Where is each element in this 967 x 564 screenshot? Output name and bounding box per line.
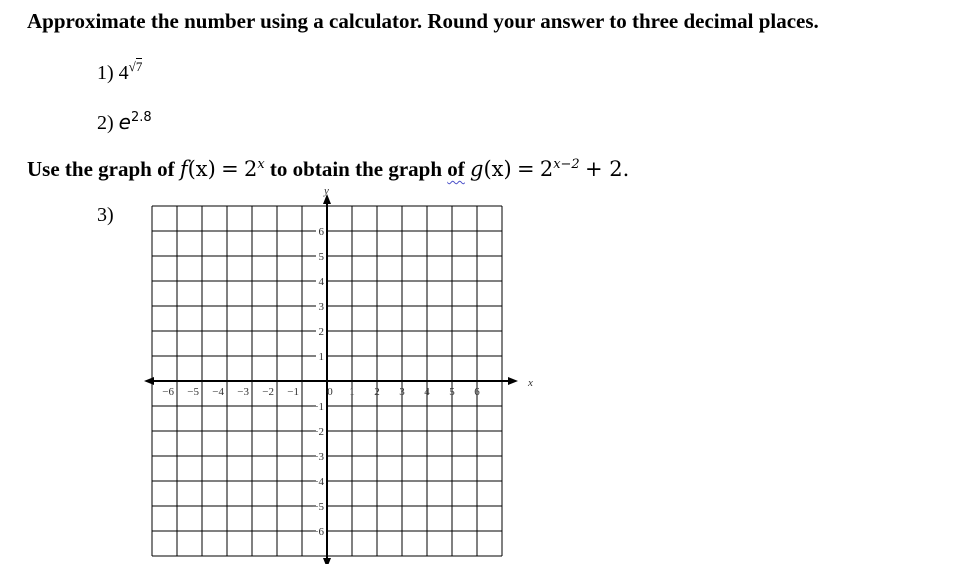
x-tick-label: 3 — [399, 386, 405, 398]
y-tick-label: 2 — [318, 326, 324, 338]
f-name: f — [179, 157, 188, 181]
coordinate-grid — [140, 185, 533, 560]
graph-instruction — [27, 157, 629, 182]
g-tail: + 2. — [584, 157, 630, 181]
x-tick-label: −4 — [212, 386, 224, 398]
x-tick-label: −2 — [262, 386, 274, 398]
instructions-heading: Approximate the number using a calculator. Round your answer to three decimal places. — [27, 9, 819, 33]
y-axis-label: y — [324, 185, 329, 197]
y-tick-label: −4 — [312, 476, 324, 488]
y-tick-label: 6 — [318, 226, 324, 238]
f-variable: (x) — [187, 157, 216, 181]
x-tick-label: −3 — [237, 386, 249, 398]
g-base: 2 — [539, 157, 554, 181]
g-variable: (x) — [483, 157, 512, 181]
sqrt-expression: √7 — [128, 59, 143, 74]
x-tick-label: −1 — [287, 386, 299, 398]
y-tick-label: −2 — [312, 426, 324, 438]
problem-3 — [97, 204, 114, 227]
instruction-lead: Use the graph of — [27, 157, 180, 181]
x-axis-left-arrow-icon — [144, 377, 154, 385]
x-tick-label: 4 — [424, 386, 430, 398]
problem-1 — [97, 59, 143, 85]
problem-1-coefficient: 4 — [118, 62, 129, 84]
x-tick-label: −5 — [187, 386, 199, 398]
base-e: e — [118, 110, 131, 134]
g-name: g — [470, 157, 484, 181]
y-axis-down-arrow-icon — [323, 558, 331, 564]
problem-1-number: 1) — [97, 62, 114, 84]
y-tick-label: −1 — [312, 401, 324, 413]
y-tick-label: 3 — [318, 301, 324, 313]
x-tick-label: −6 — [162, 386, 174, 398]
f-base: 2 — [243, 157, 258, 181]
x-tick-label: 1 — [349, 386, 355, 398]
y-tick-label: 4 — [318, 276, 324, 288]
x-axis-label: x — [528, 377, 533, 389]
x-tick-label: 6 — [474, 386, 480, 398]
problem-3-number: 3) — [97, 204, 114, 226]
equals-sign-2: = — [516, 157, 535, 181]
f-exponent: x — [257, 157, 265, 172]
of-word: of — [447, 157, 465, 181]
instruction-middle: to obtain the graph — [264, 157, 448, 181]
problem-2 — [97, 110, 152, 135]
y-tick-label: −3 — [312, 451, 324, 463]
y-tick-label: 1 — [318, 351, 324, 363]
y-tick-label: −6 — [312, 526, 324, 538]
g-exponent: x−2 — [553, 157, 580, 172]
x-tick-label: 0 — [327, 386, 333, 398]
axes — [144, 194, 518, 564]
x-axis-right-arrow-icon — [508, 377, 518, 385]
problem-2-number: 2) — [97, 112, 114, 134]
radicand: 7 — [135, 59, 143, 74]
y-tick-label: 5 — [318, 251, 324, 263]
exponent: 2.8 — [130, 110, 152, 125]
x-tick-label: 2 — [374, 386, 380, 398]
y-tick-label: −5 — [312, 501, 324, 513]
equals-sign: = — [221, 157, 239, 181]
x-tick-label: 5 — [449, 386, 455, 398]
